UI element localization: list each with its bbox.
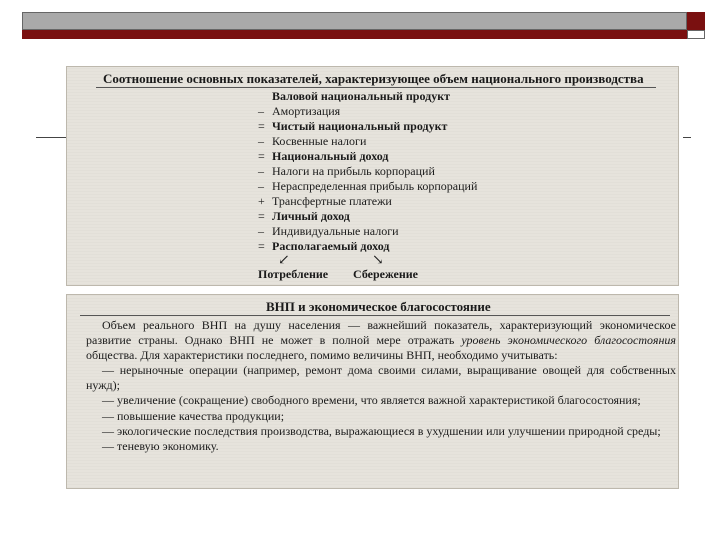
consumption-label: Потребление <box>258 267 329 281</box>
arrow-down-left-icon: ↙ <box>278 253 290 268</box>
indicator-row: – Индивидуальные налоги <box>258 224 399 238</box>
welfare-title: ВНП и экономическое благосостояние <box>266 299 491 314</box>
welfare-text <box>86 318 676 454</box>
arrow-down-right-icon: ↘ <box>372 253 384 268</box>
savings-label: Сбережение <box>353 267 419 281</box>
indicator-row: – Амортизация <box>258 104 341 118</box>
welfare-list-item: — нерыночные операции (например, ремонт дома своими силами, выращивание овощей для собственных нужд); <box>86 363 676 393</box>
indicator-row: + Трансфертные платежи <box>258 194 392 208</box>
welfare-list-item: — увеличение (сокращение) свободного времени, что является важной характеристикой благосостояния; <box>102 393 641 408</box>
welfare-list-item: — экологические последствия производства, выражающиеся в ухудшении или улучшении природной среды; <box>102 423 661 438</box>
indicator-row: = Национальный доход <box>258 149 389 163</box>
indicator-row: = Чистый национальный продукт <box>258 119 448 133</box>
indicator-row: – Налоги на прибыль корпораций <box>258 164 435 178</box>
indicator-row: – Нераспределенная прибыль корпораций <box>258 179 478 193</box>
indicators-title-rule <box>96 87 656 88</box>
welfare-list-item: — теневую экономику. <box>102 438 219 453</box>
indicator-row: Валовой национальный продукт <box>272 89 451 103</box>
header-corner-square-lower <box>687 30 705 39</box>
welfare-intro: Объем реального ВНП на душу населения — важнейший показатель, характеризующий экономическое развитие страны. Однако ВНП не может в полной мере отражать уровень экономического благосостояния общества. Для характеристики последнего, помимо величины ВНП, необходимо учитывать: <box>86 318 676 363</box>
welfare-list-item: — повышение качества продукции; <box>102 408 285 423</box>
indicator-row: = Располагаемый доход <box>258 239 390 253</box>
slide-rule-right <box>683 137 691 138</box>
slide-rule-left <box>36 137 66 138</box>
welfare-title-rule <box>80 315 670 316</box>
header-corner-square <box>687 12 705 30</box>
indicator-row: = Личный доход <box>258 209 350 223</box>
header-bar <box>22 12 687 30</box>
header-accent-bar <box>22 30 687 39</box>
indicator-row: – Косвенные налоги <box>258 134 367 148</box>
indicators-title: Соотношение основных показателей, характеризующее объем национального производства <box>103 71 644 86</box>
